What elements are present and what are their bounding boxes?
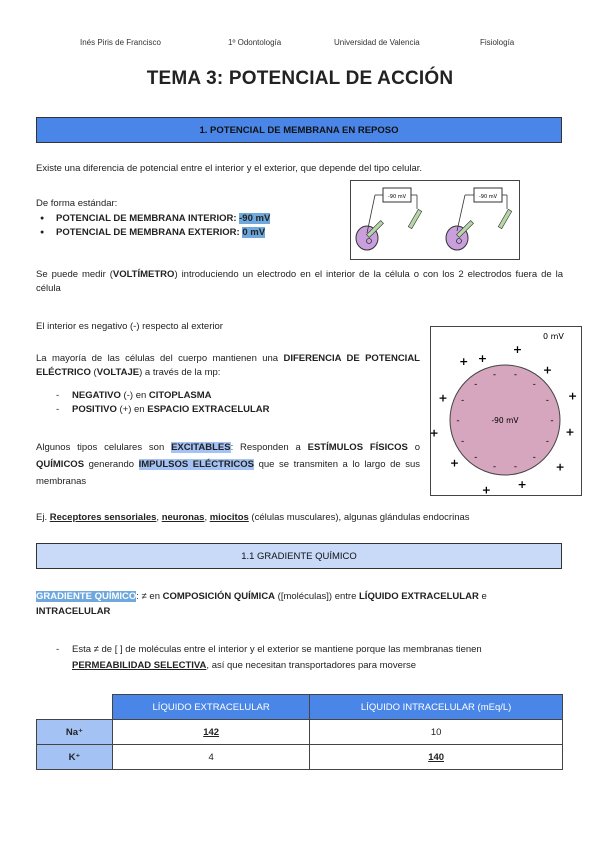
excitable-b1: ESTÍMULOS FÍSICOS	[307, 442, 408, 453]
permeability-list	[56, 642, 562, 674]
gradient-paragraph	[36, 589, 563, 619]
minus-sign: -	[532, 452, 536, 463]
plus-sign: +	[555, 460, 565, 474]
charge-neg-b1: NEGATIVO	[72, 390, 121, 401]
measure-post: ) introduciendo un electrodo en el interior de la célula o con los 2 electrodos fuera de la célula	[36, 269, 563, 294]
ion-table	[36, 694, 563, 770]
cell-k-extra: 4	[113, 745, 310, 770]
measure-voltmeter: VOLTÍMETRO	[112, 269, 175, 280]
bullet-interior-value: -90 mV	[239, 213, 271, 224]
majority-post: ) a través de la mp:	[139, 367, 221, 378]
table-row	[37, 720, 563, 745]
header-intracellular: LÍQUIDO INTRACELULAR (mEq/L)	[310, 695, 563, 720]
bullet-exterior	[36, 226, 270, 240]
majority-paragraph	[36, 352, 420, 380]
minus-sign: -	[461, 436, 465, 447]
plus-sign: +	[477, 351, 488, 365]
plus-sign: +	[517, 477, 527, 491]
minus-sign: -	[513, 370, 518, 381]
majority-mid: (	[90, 367, 97, 378]
gradient-mid1: : ≠ en	[136, 591, 163, 602]
cell-charge-drawing	[431, 327, 581, 495]
plus-sign: +	[512, 343, 523, 357]
table-row	[37, 745, 563, 770]
gradient-hl: GRADIENTE QUÍMICO	[36, 591, 137, 602]
voltmeter-left-reading: -90 mV	[387, 194, 407, 200]
permeability-pre: Esta ≠ de [ ] de moléculas entre el interior y el exterior se mantiene porque las membranas tienen	[72, 644, 482, 655]
excitable-mid2: o	[407, 442, 420, 453]
section-header-1: 1. POTENCIAL DE MEMBRANA EN REPOSO	[36, 117, 562, 143]
interior-negative-text: El interior es negativo (-) respecto al exterior	[36, 321, 223, 332]
gradient-b1: COMPOSICIÓN QUÍMICA	[162, 591, 276, 602]
standard-label: De forma estándar:	[36, 198, 118, 209]
minus-sign: -	[461, 395, 465, 406]
inside-potential-label: -90 mV	[491, 416, 519, 425]
charge-positive	[56, 403, 270, 417]
plus-sign: +	[449, 456, 460, 470]
table-header-row	[37, 695, 563, 720]
header-author: Inés Piris de Francisco	[80, 38, 161, 47]
cell-na-extra: 142	[113, 720, 310, 745]
example-receptors: Receptores sensoriales	[49, 512, 157, 523]
plus-sign: +	[542, 363, 553, 377]
bullet-interior-label: POTENCIAL DE MEMBRANA INTERIOR:	[56, 213, 237, 224]
charge-neg-mid: (-) en	[120, 390, 149, 401]
minus-sign: -	[550, 416, 554, 426]
measure-paragraph	[36, 268, 563, 296]
excitable-hl1: EXCITABLES	[171, 442, 231, 453]
majority-bold1: DIFERENCIA DE POTENCIAL ELÉCTRICO	[36, 353, 420, 378]
row-ion-na: Na⁺	[37, 720, 113, 745]
minus-sign: -	[532, 379, 536, 390]
measure-pre: Se puede medir (	[36, 269, 113, 280]
section-header-1-1: 1.1 GRADIENTE QUÍMICO	[36, 543, 562, 569]
plus-sign: +	[438, 391, 448, 405]
examples-text	[36, 511, 470, 525]
outside-potential-label: 0 mV	[543, 332, 564, 341]
examples-pre: Ej.	[36, 512, 50, 523]
permeability-post: , así que necesitan transportadores para moverse	[206, 660, 417, 671]
excitable-pre: Algunos tipos celulares son	[36, 442, 172, 453]
majority-pre: La mayoría de las células del cuerpo mantienen una	[36, 353, 284, 364]
row-ion-k: K⁺	[37, 745, 113, 770]
examples-sep2: ,	[204, 512, 210, 523]
page-title: TEMA 3: POTENCIAL DE ACCIÓN	[146, 68, 454, 89]
majority-bold2: VOLTAJE	[96, 367, 140, 378]
plus-sign: +	[568, 389, 578, 403]
gradient-mid2: ([moléculas]) entre	[275, 591, 359, 602]
bullet-interior	[36, 212, 270, 226]
minus-sign: -	[545, 436, 549, 447]
permeability-bold: PERMEABILIDAD SELECTIVA	[72, 660, 207, 671]
intro-paragraph: Existe una diferencia de potencial entre el interior y el exterior, que depende del tipo celular.	[36, 163, 423, 174]
potential-bullets	[36, 212, 270, 240]
minus-sign: -	[492, 370, 497, 381]
excitable-post: que se transmiten a lo largo de sus membranas	[36, 459, 420, 487]
charge-neg-b2: CITOPLASMA	[148, 390, 212, 401]
gradient-b3: INTRACELULAR	[36, 606, 111, 617]
minus-sign: -	[545, 395, 549, 406]
voltmeter-figure	[350, 180, 520, 260]
charge-pos-b2: ESPACIO EXTRACELULAR	[147, 404, 270, 415]
cell-charge-figure	[430, 326, 582, 496]
permeability-item	[56, 642, 562, 674]
excitable-mid3: generando	[84, 459, 139, 470]
charge-pos-b1: POSITIVO	[72, 404, 117, 415]
examples-post: (células musculares), algunas glándulas endocrinas	[248, 512, 470, 523]
gradient-mid3: e	[478, 591, 487, 602]
minus-sign: -	[492, 461, 497, 472]
voltmeter-right-reading: -90 mV	[478, 194, 498, 200]
minus-sign: -	[456, 416, 460, 426]
excitable-paragraph	[36, 439, 420, 490]
charge-pos-mid: (+) en	[116, 404, 148, 415]
gradient-b2: LÍQUIDO EXTRACELULAR	[359, 591, 479, 602]
example-myocytes: miocitos	[209, 512, 249, 523]
excitable-mid1: : Responden a	[230, 442, 308, 453]
plus-sign: +	[565, 425, 575, 439]
charge-list	[56, 389, 270, 417]
voltmeter-drawing	[351, 181, 519, 259]
minus-sign: -	[474, 452, 478, 463]
bullet-exterior-value: 0 mV	[242, 227, 266, 238]
examples-sep1: ,	[156, 512, 162, 523]
excitable-hl2: IMPULSOS ELÉCTRICOS	[138, 459, 255, 470]
minus-sign: -	[474, 379, 478, 390]
plus-sign: +	[459, 355, 469, 369]
cell-na-intra: 10	[310, 720, 563, 745]
header-subject: Fisiología	[480, 38, 515, 47]
plus-sign: +	[429, 426, 439, 440]
plus-sign: +	[481, 483, 491, 497]
header-course: 1º Odontología	[228, 38, 282, 47]
header-extracellular: LÍQUIDO EXTRACELULAR	[113, 695, 310, 720]
bullet-exterior-label: POTENCIAL DE MEMBRANA EXTERIOR:	[56, 227, 240, 238]
example-neurons: neuronas	[161, 512, 205, 523]
cell-k-intra: 140	[310, 745, 563, 770]
excitable-b2: QUÍMICOS	[36, 459, 85, 470]
header-university: Universidad de Valencia	[334, 38, 420, 47]
minus-sign: -	[513, 461, 518, 472]
table-corner	[37, 695, 113, 720]
charge-negative	[56, 389, 270, 403]
